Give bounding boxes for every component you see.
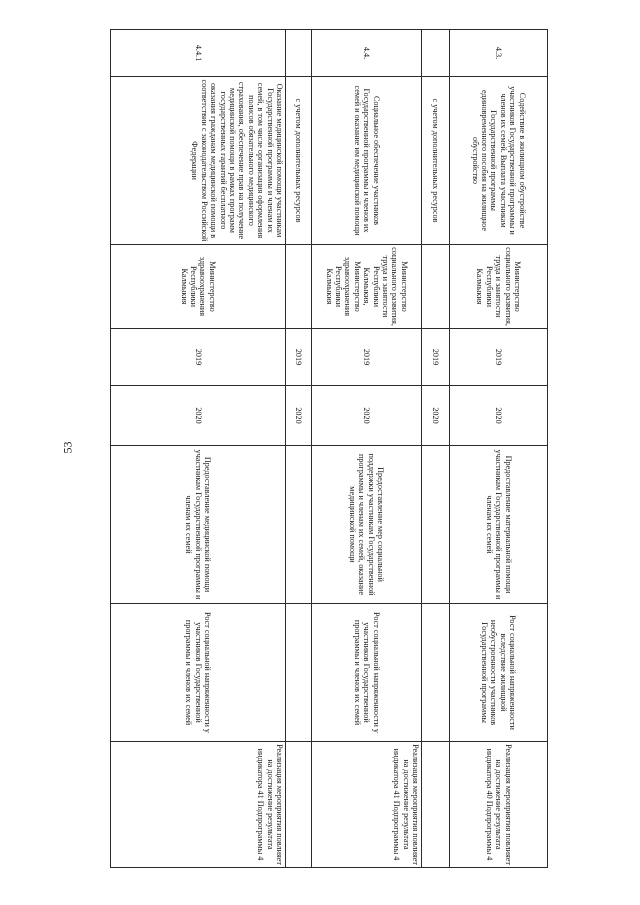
table-row — [312, 30, 422, 868]
start-year: 2019 — [312, 329, 422, 386]
indicator-link: Реализация мероприятия повлияет на достижение результата индикатора 40 Подпрограммы 4 — [450, 742, 548, 868]
indicator-link: Реализация мероприятия повлияет на достижение результата индикатора 41 Подпрограммы 4 — [312, 742, 422, 868]
end-year: 2020 — [422, 386, 450, 446]
executor: Министерство здравоохранения Республики Калмыкия — [111, 245, 286, 329]
start-year: 2019 — [286, 329, 312, 386]
expected-result: Предоставление материальной помощи участникам Государственной программы и членам их семей — [450, 446, 548, 604]
start-year: 2019 — [422, 329, 450, 386]
resource-label: с учетом дополнительных ресурсов — [422, 77, 450, 245]
rotated-table-wrapper — [111, 29, 548, 867]
table-row — [422, 30, 450, 868]
executor: Министерство социального развития, труда и занятости Республики Калмыкия, Министерство здравоохранения Республики Калмыкия — [312, 245, 422, 329]
end-year: 2020 — [111, 386, 286, 446]
table-row — [286, 30, 312, 868]
start-year: 2019 — [111, 329, 286, 386]
table-row — [450, 30, 548, 868]
measure-name: Оказание медицинской помощи участникам Государственной программы и членам их семей, в том числе организация оформления полисов обязательного медицинского страхования, обеспечение прав на получение медицинской помощи в рамках программ государственных гарантий бесплатного оказания гражданам медицинской помощи в соответствии с законодательством Российской Федерации — [111, 77, 286, 245]
end-year: 2020 — [286, 386, 312, 446]
measure-name: Социальное обеспечение участников Государственной программы и членов их семей и оказание им медицинской помощи — [312, 77, 422, 245]
start-year: 2019 — [450, 329, 548, 386]
row-number: 4.4. — [312, 30, 422, 77]
indicator-link: Реализация мероприятия повлияет на достижение результата индикатора 41 Подпрограммы 4 — [111, 742, 286, 868]
row-number: 4.4.1 — [111, 30, 286, 77]
risk: Рост социальной напряженности у участников Государственной программы и членов их семей — [312, 604, 422, 742]
end-year: 2020 — [312, 386, 422, 446]
measures-table — [110, 29, 548, 868]
expected-result: Предоставление медицинской помощи участникам Государственной программы и членам их семей — [111, 446, 286, 604]
table-row — [111, 30, 286, 868]
risk: Рост социальной напряженности вследствие жилищной необустроенности участников Государственной программы — [450, 604, 548, 742]
risk: Рост социальной напряженности у участников Государственной программы и членов их семей — [111, 604, 286, 742]
row-number: 4.3. — [450, 30, 548, 77]
page-number: 53 — [60, 441, 75, 454]
measure-name: Содействие в жилищном обустройстве участников Государственной программы и членов их семей. Выплата участникам Государственной программы единовременного пособия на жилищное обустройство — [450, 77, 548, 245]
expected-result: Предоставление мер социальной поддержки участникам Государственной программы и членам их семей, оказание медицинской помощи — [312, 446, 422, 604]
resource-label: с учетом дополнительных ресурсов — [286, 77, 312, 245]
end-year: 2020 — [450, 386, 548, 446]
executor: Министерство социального развития, труда и занятости Республики Калмыкия — [450, 245, 548, 329]
